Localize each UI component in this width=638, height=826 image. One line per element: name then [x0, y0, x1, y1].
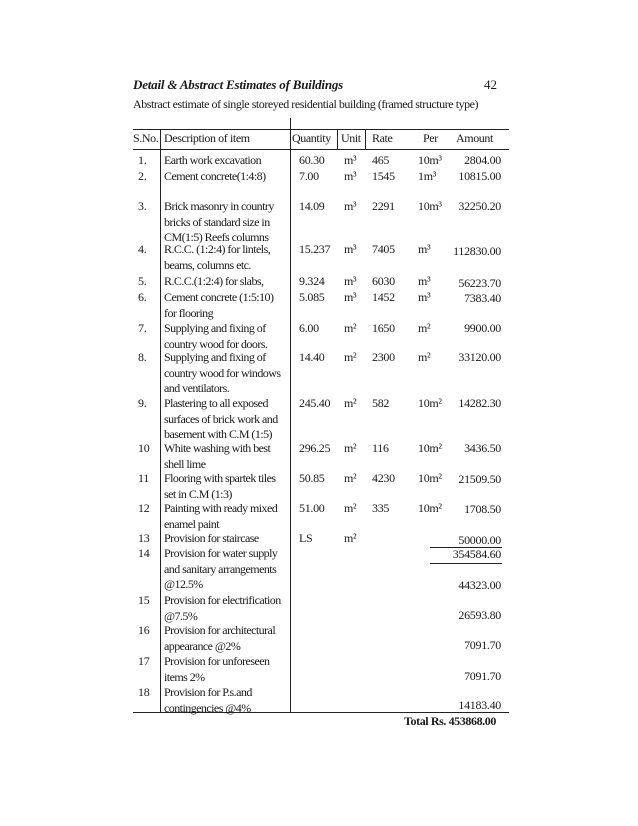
row-sno: 4.: [138, 242, 147, 256]
row-description-line: set in C.M (1:3): [164, 486, 232, 501]
column-divider-description: [290, 118, 291, 712]
row-amount: 14282.30: [458, 396, 501, 410]
row-rate: 7405: [372, 242, 395, 256]
row-sno: 15: [138, 593, 150, 607]
row-rate: 1650: [372, 321, 395, 335]
row-description-line: country wood for doors.: [164, 336, 268, 351]
header-bottom-rule: [133, 149, 509, 150]
row-amount: 9900.00: [464, 321, 501, 335]
row-description-line: R.C.C.(1:2:4) for slabs,: [164, 274, 264, 288]
row-description-line: Provision for P.s.and: [164, 685, 252, 699]
subtotal-rule-top: [430, 547, 502, 548]
row-per: m³: [418, 274, 431, 288]
row-description-line: Plastering to all exposed: [164, 396, 268, 410]
row-description-line: Painting with ready mixed: [164, 501, 278, 515]
row-amount: 2804.00: [464, 153, 501, 167]
column-divider-sno: [160, 129, 161, 712]
row-per: 10m³: [418, 199, 442, 213]
row-sno: 5.: [138, 274, 147, 288]
row-per: 1m³: [418, 169, 437, 183]
row-amount: 50000.00: [458, 533, 501, 547]
row-amount: 7383.40: [464, 291, 501, 305]
row-description-line: Supplying and fixing of: [164, 321, 266, 335]
row-sno: 16: [138, 623, 150, 637]
running-header-title: Detail & Abstract Estimates of Buildings: [133, 77, 344, 92]
row-description-line: Provision for water supply: [164, 546, 278, 560]
row-description-line: and sanitary arrangements: [164, 561, 277, 576]
row-unit: m³: [344, 169, 357, 183]
row-per: 10m³: [418, 153, 442, 167]
row-amount: 354584.60: [452, 547, 501, 561]
row-description-line: Provision for unforeseen: [164, 654, 270, 668]
row-rate: 6030: [372, 274, 395, 288]
row-per: m³: [418, 242, 431, 256]
row-amount: 112830.00: [453, 244, 501, 258]
row-description-line: enamel paint: [164, 516, 220, 531]
row-quantity: 5.085: [299, 290, 325, 304]
row-amount: 14183.40: [458, 698, 501, 712]
row-quantity: 50.85: [299, 471, 325, 485]
row-sno: 11: [138, 471, 149, 485]
row-amount: 1708.50: [464, 502, 501, 516]
row-sno: 14: [138, 546, 150, 560]
row-rate: 335: [372, 501, 390, 515]
row-unit: m³: [344, 153, 357, 167]
row-quantity: 296.25: [299, 441, 331, 455]
row-quantity: 60.30: [299, 153, 325, 167]
row-amount: 10815.00: [458, 169, 501, 183]
row-amount-provision: 44323.00: [458, 578, 501, 592]
row-rate: 465: [372, 153, 390, 167]
row-quantity: 15.237: [299, 242, 331, 256]
row-rate: 582: [372, 396, 390, 410]
row-description-line: Cement concrete (1:5:10): [164, 290, 274, 304]
row-description-line: R.C.C. (1:2:4) for lintels,: [164, 242, 271, 256]
column-header-per: Per: [423, 131, 438, 145]
row-amount: 56223.70: [458, 276, 501, 290]
row-description-line: country wood for windows: [164, 365, 281, 380]
row-rate: 2291: [372, 199, 395, 213]
row-description-line: beams, columns etc.: [164, 257, 251, 272]
row-sno: 6.: [138, 290, 147, 304]
row-amount: 26593.80: [458, 608, 501, 622]
column-header-description: Description of item: [164, 131, 250, 145]
page-number: 42: [484, 77, 497, 92]
row-sno: 3.: [138, 199, 147, 213]
subtotal-rule-bottom: [430, 563, 502, 564]
row-unit: m²: [344, 321, 357, 335]
row-per: m²: [418, 350, 431, 364]
row-quantity: 6.00: [299, 321, 319, 335]
row-amount: 32250.20: [458, 199, 501, 213]
row-description-line: for flooring: [164, 305, 214, 320]
row-sno: 1.: [138, 153, 147, 167]
row-description-line: @12.5%: [164, 577, 203, 591]
column-header-rate: Rate: [372, 131, 393, 145]
row-quantity: 14.40: [299, 350, 325, 364]
table-caption: Abstract estimate of single storeyed residential building (framed structure type): [133, 97, 479, 111]
row-unit: m²: [344, 471, 357, 485]
row-description-line: appearance @2%: [164, 638, 241, 653]
row-description-line: Provision for electrification: [164, 593, 281, 607]
row-amount: 7091.70: [464, 669, 501, 683]
row-unit: m²: [344, 531, 357, 545]
grand-total: Total Rs. 453868.00: [404, 714, 496, 728]
row-description-line: Cement concrete(1:4:8): [164, 169, 266, 183]
row-description-line: Provision for architectural: [164, 623, 276, 637]
row-description-line: @7.5%: [164, 608, 198, 623]
row-unit: m²: [344, 441, 357, 455]
row-sno: 10: [138, 441, 150, 455]
row-sno: 17: [138, 654, 150, 668]
row-unit: m²: [344, 501, 357, 515]
row-amount: 7091.70: [464, 638, 501, 652]
row-unit: m³: [344, 199, 357, 213]
row-sno: 18: [138, 685, 150, 699]
row-per: 10m²: [418, 471, 442, 485]
column-divider-unit: [365, 129, 366, 149]
row-description-line: shell lime: [164, 456, 206, 471]
row-amount: 3436.50: [464, 441, 501, 455]
row-quantity: LS: [299, 531, 313, 545]
row-description-line: and ventilators.: [164, 381, 230, 395]
row-rate: 1545: [372, 169, 395, 183]
row-description-line: surfaces of brick work and: [164, 411, 278, 426]
row-description-line: Flooring with spartek tiles: [164, 471, 276, 485]
row-sno: 2.: [138, 169, 147, 183]
row-sno: 8.: [138, 350, 147, 364]
column-header-sno: S.No.: [133, 131, 159, 145]
row-per: 10m²: [418, 501, 442, 515]
row-unit: m²: [344, 396, 357, 410]
column-header-amount: Amount: [456, 131, 493, 145]
row-unit: m³: [344, 274, 357, 288]
row-description-line: White washing with best: [164, 441, 271, 455]
row-quantity: 245.40: [299, 396, 331, 410]
table-top-rule: [133, 129, 509, 130]
column-divider-quantity: [337, 129, 338, 149]
row-per: 10m²: [418, 441, 442, 455]
row-quantity: 7.00: [299, 169, 319, 183]
row-description-line: CM(1:5) Reefs columns: [164, 230, 269, 244]
row-quantity: 9.324: [299, 274, 325, 288]
row-rate: 2300: [372, 350, 395, 364]
row-rate: 116: [372, 441, 389, 455]
row-amount: 33120.00: [458, 350, 501, 364]
row-amount: 21509.50: [458, 472, 501, 486]
row-sno: 7.: [138, 321, 147, 335]
row-description-line: Supplying and fixing of: [164, 350, 266, 364]
row-description-line: bricks of standard size in: [164, 214, 270, 229]
row-per: m²: [418, 321, 431, 335]
row-description-line: basement with C.M (1:5): [164, 427, 273, 441]
column-header-unit: Unit: [341, 131, 361, 145]
row-unit: m³: [344, 242, 357, 256]
row-description-line: items 2%: [164, 669, 205, 684]
row-sno: 9.: [138, 396, 147, 410]
row-unit: m³: [344, 290, 357, 304]
row-description-line: Brick masonry in country: [164, 199, 274, 213]
row-per: m³: [418, 290, 431, 304]
row-rate: 4230: [372, 471, 395, 485]
row-rate: 1452: [372, 290, 395, 304]
row-quantity: 14.09: [299, 199, 325, 213]
row-description-line: Provision for staircase: [164, 531, 259, 545]
column-header-quantity: Quantity: [292, 131, 331, 145]
row-description-line: Earth work excavation: [164, 153, 262, 167]
row-per: 10m²: [418, 396, 442, 410]
row-description-line: contingencies @4%: [164, 700, 251, 715]
row-quantity: 51.00: [299, 501, 325, 515]
row-unit: m²: [344, 350, 357, 364]
row-sno: 13: [138, 531, 150, 545]
row-sno: 12: [138, 501, 150, 515]
